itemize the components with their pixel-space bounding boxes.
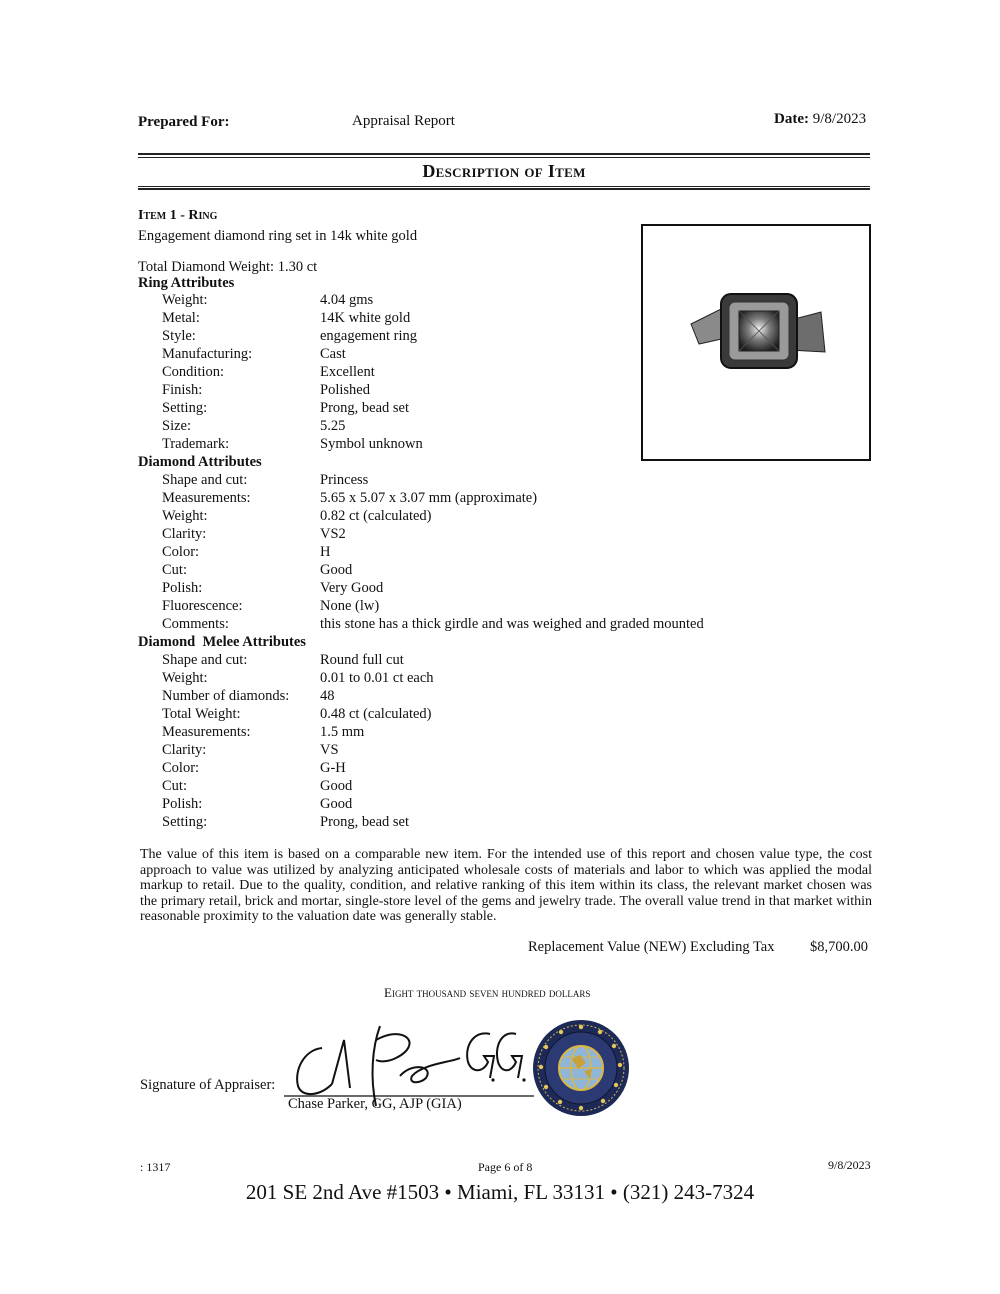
- attr-value: Polished: [320, 382, 370, 398]
- section-title: Description of Item: [422, 161, 586, 181]
- attr-value: Excellent: [320, 364, 375, 380]
- report-title: Appraisal Report: [352, 113, 455, 129]
- replacement-value-label: Replacement Value (NEW) Excluding Tax: [528, 939, 775, 955]
- attr-key: Color:: [162, 544, 200, 560]
- value-in-words: Eight thousand seven hundred dollars: [384, 985, 591, 1000]
- attr-key: Cut:: [162, 778, 187, 794]
- attr-key: Weight:: [162, 508, 208, 524]
- ring-photo: [641, 224, 871, 461]
- footer-address: 201 SE 2nd Ave #1503 • Miami, FL 33131 • (321) 243-7324: [245, 1180, 755, 1204]
- attr-value: Princess: [320, 472, 369, 488]
- diamond-attributes-heading: Diamond Attributes: [138, 454, 262, 470]
- attr-value: 0.01 to 0.01 ct each: [320, 670, 434, 686]
- attr-key: Fluorescence:: [162, 598, 243, 614]
- attr-key: Shape and cut:: [162, 472, 248, 488]
- attr-key: Weight:: [162, 670, 208, 686]
- attr-value: Prong, bead set: [320, 400, 409, 416]
- valuation-paragraph: The value of this item is based on a comparable new item. For the intended use of this report and chosen value type, the cost approach to value was utilized by analyzing anticipated wholesale costs of materials and labor to which was applied the modal markup to retail. Due to the quality, condition, and relative ranking of this item within its class, the relevant market chosen was the primary retail, brick and mortar, single-store level of the gems and jewelry trade. The overall value trend in that market within reasonable proximity to the valuation date was generally stable.: [140, 847, 872, 925]
- attr-value: engagement ring: [320, 328, 418, 344]
- attr-key: Setting:: [162, 814, 208, 830]
- attr-key: Size:: [162, 418, 191, 434]
- date-value: 9/8/2023: [812, 111, 867, 127]
- total-diamond-weight: Total Diamond Weight: 1.30 ct: [138, 259, 318, 275]
- top-rule-thin: [138, 157, 870, 158]
- attr-value: Prong, bead set: [320, 814, 409, 830]
- attr-key: Measurements:: [162, 490, 251, 506]
- attr-key: Polish:: [162, 580, 203, 596]
- attr-key: Trademark:: [162, 436, 230, 452]
- replacement-value: $8,700.00: [810, 939, 868, 955]
- attr-value: Symbol unknown: [320, 436, 423, 452]
- attr-key: Style:: [162, 328, 196, 344]
- attr-value: VS: [320, 742, 339, 758]
- attr-value: 0.48 ct (calculated): [320, 706, 432, 722]
- bottom-rule-thick: [138, 188, 870, 190]
- item-description: Engagement diamond ring set in 14k white gold: [138, 228, 418, 244]
- attr-key: Manufacturing:: [162, 346, 253, 362]
- attr-key: Metal:: [162, 310, 200, 326]
- footer-date: 9/8/2023: [828, 1158, 871, 1172]
- date-label: Date:: [774, 111, 809, 127]
- attr-key: Condition:: [162, 364, 225, 380]
- attr-value: 1.5 mm: [320, 724, 365, 740]
- attr-key: Clarity:: [162, 742, 207, 758]
- appraiser-name: Chase Parker, GG, AJP (GIA): [288, 1096, 462, 1112]
- attr-key: Polish:: [162, 796, 203, 812]
- page-number: Page 6 of 8: [478, 1160, 533, 1174]
- attr-value: Very Good: [320, 580, 384, 596]
- attr-key: Cut:: [162, 562, 187, 578]
- attr-value: H: [320, 544, 331, 560]
- attr-value: Cast: [320, 346, 346, 362]
- ring-image: [643, 226, 869, 459]
- attr-value: 0.82 ct (calculated): [320, 508, 432, 524]
- ring-attributes-heading: Ring Attributes: [138, 275, 235, 291]
- attr-key: Measurements:: [162, 724, 251, 740]
- attr-value: Good: [320, 778, 353, 794]
- attr-key: Comments:: [162, 616, 229, 632]
- attr-key: Color:: [162, 760, 200, 776]
- attr-value: None (lw): [320, 598, 380, 614]
- attr-value: 4.04 gms: [320, 292, 374, 308]
- attr-value: this stone has a thick girdle and was weighed and graded mounted: [320, 616, 704, 632]
- attr-key: Finish:: [162, 382, 203, 398]
- signature-label: Signature of Appraiser:: [140, 1077, 276, 1093]
- appraiser-seal-icon: [532, 1019, 630, 1117]
- attr-value: 48: [320, 688, 335, 704]
- attr-key: Total Weight:: [162, 706, 241, 722]
- attr-value: 14K white gold: [320, 310, 411, 326]
- bottom-rule-thin: [138, 186, 870, 187]
- attr-value: 5.65 x 5.07 x 3.07 mm (approximate): [320, 490, 538, 506]
- top-rule-thick: [138, 153, 870, 155]
- attr-key: Shape and cut:: [162, 652, 248, 668]
- attr-value: 5.25: [320, 418, 346, 434]
- attr-key: Setting:: [162, 400, 208, 416]
- report-date: [774, 111, 866, 128]
- item-title: Item 1 - Ring: [138, 208, 218, 223]
- attr-value: VS2: [320, 526, 346, 542]
- prepared-for-label: Prepared For:: [138, 114, 230, 130]
- attr-value: Good: [320, 562, 353, 578]
- attr-value: Good: [320, 796, 353, 812]
- attr-key: Weight:: [162, 292, 208, 308]
- attr-key: Clarity:: [162, 526, 207, 542]
- footer-reference: : 1317: [140, 1160, 171, 1174]
- attr-value: Round full cut: [320, 652, 404, 668]
- attr-key: Number of diamonds:: [162, 688, 290, 704]
- attr-value: G-H: [320, 760, 346, 776]
- melee-attributes-heading: Diamond Melee Attributes: [138, 634, 306, 650]
